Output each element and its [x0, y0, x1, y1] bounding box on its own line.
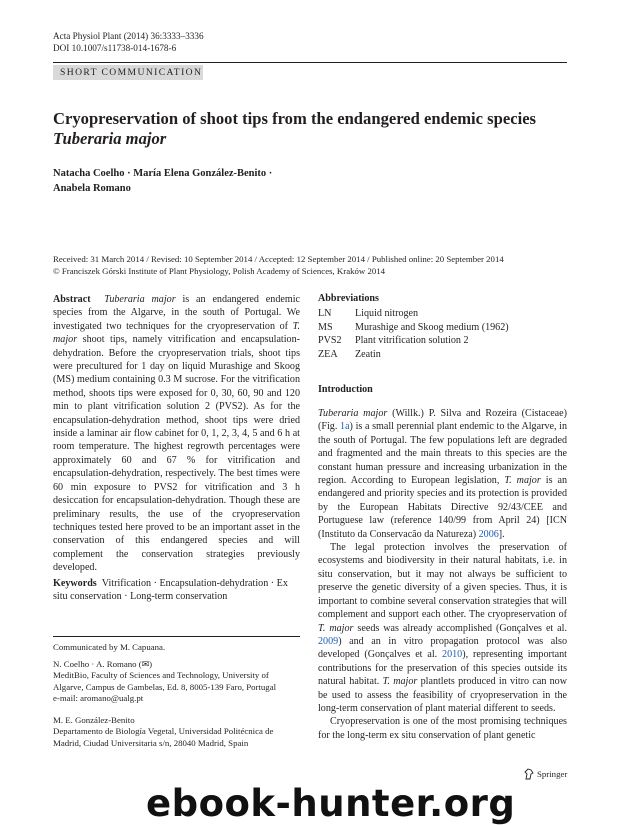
abbreviation-row: [318, 348, 567, 362]
article-title: [53, 109, 553, 149]
reference-link[interactable]: 2010: [442, 649, 463, 661]
abbreviations-list: [318, 307, 567, 361]
abbreviation-term: PVS2: [318, 335, 342, 347]
intro-species: T. major: [318, 622, 354, 634]
copyright-line: © Franciszek Górski Institute of Plant Physiology, Polish Academy of Sciences, Kraków 2014: [53, 265, 386, 276]
affiliation-2-address: Departamento de Biología Vegetal, Universidad Politécnica de Madrid, Ciudad Universitaria s/n, 28040 Madrid, Spain: [53, 726, 274, 748]
intro-text: plantlets produced in vitro can now be used to assess the feasibility of cryopreservation in the long-term conservation of plant material different to seeds.: [318, 676, 568, 714]
affiliation-1-address: MeditBio, Faculty of Sciences and Technology, University of Algarve, Campus de Gambelas, Ed. 8, 8005-139 Faro, Portugal: [53, 670, 277, 692]
introduction-paragraph-1: [318, 407, 567, 541]
authors-line-1: Natacha Coelho · María Elena González-Benito ·: [53, 168, 273, 179]
affiliation-1-names: N. Coelho · A. Romano (✉): [53, 659, 152, 669]
intro-text: ) and an in vitro propagation protocol was also developed (Gonçalves et al.: [318, 635, 567, 661]
introduction-heading: Introduction: [318, 384, 373, 395]
article-history: [53, 254, 573, 277]
abstract-species-2: T. major: [53, 320, 300, 346]
intro-text: ), representing important contributions for the preservation of this species outside its natural habitat.: [318, 649, 567, 688]
introduction-body: [318, 407, 567, 742]
intro-text: is an endangered and priority species and its protection is provided by the European Habitats Directive 92/43/CEE and Portuguese law (reference 140/99 from April 24) [ICN (Instituto da Conservacão da Natureza): [318, 475, 567, 540]
abbreviation-definition: Liquid nitrogen: [355, 308, 419, 319]
publisher-logo: [524, 768, 567, 780]
journal-doi: DOI 10.1007/s11738-014-1678-6: [53, 43, 177, 53]
abbreviation-row: [318, 321, 567, 335]
intro-text: ].: [498, 528, 505, 540]
springer-horse-icon: [524, 768, 534, 780]
intro-text: seeds was already accomplished (Gonçalves et al.: [353, 622, 567, 634]
affiliation-2: [53, 715, 300, 749]
journal-header: [53, 30, 204, 54]
publisher-name: Springer: [537, 769, 568, 779]
watermark: ebook-hunter.org: [146, 782, 516, 825]
abbreviation-term: MS: [318, 321, 333, 333]
abbreviation-term: LN: [318, 308, 332, 319]
abbreviations-heading: Abbreviations: [318, 293, 379, 304]
intro-species: T. major: [382, 676, 418, 688]
title-main: Cryopreservation of shoot tips from the endangered endemic species: [53, 109, 537, 128]
figure-link[interactable]: 1a: [340, 421, 350, 433]
abbreviation-row: [318, 307, 567, 321]
keywords-text: Vitrification · Encapsulation-dehydration · Ex situ conservation · Long-term conservation: [53, 578, 288, 603]
abstract-text-1: is an endangered endemic species from the Algarve, in the south of Portugal. We investigated two techniques for the cryopreservation of: [53, 294, 300, 332]
abstract-text-2: shoot tips, namely vitrification and encapsulation-dehydration. Before the cryopreservation trials, shoot tips were precultured for 1 day on liquid Murashige and Skoog (MS) medium containing 0.3 M sucrose. For the vitrification method, shoots tips were exposed for 0, 30, 60, 90 and 120 min to plant vitrification solution 2 (PVS2). As for the encapsulation-dehydration method, shoot tips were dried inside a laminar air flow cabinet for 0, 1, 2, 3, 4, 5 and 6 h at room temperature. The highest regrowth percentages were approximately 60 and 67 % for vitrification and encapsulation-dehydration, respectively. The best times were 60 min exposure to PVS2 for vitrification and 3 h desiccation for encapsulation-dehydration. Though these are preliminary results, the use of the cryopreservation techniques tested here proved to be an important asset in the conservation of this endangered species and will complement the conservation strategies previously developed.: [53, 334, 300, 574]
keywords-label: Keywords: [53, 578, 97, 589]
abbreviation-definition: Murashige and Skoog medium (1962): [355, 321, 509, 333]
communicated-by: Communicated by M. Capuana.: [53, 642, 166, 652]
introduction-paragraph-2: [318, 541, 567, 715]
section-tag: SHORT COMMUNICATION: [53, 65, 203, 80]
abbreviation-row: [318, 334, 567, 348]
intro-text: (Willk.) P. Silva and Rozeira (Cistaceae) (Fig.: [318, 408, 567, 433]
reference-link[interactable]: 2009: [318, 635, 339, 647]
abbreviation-definition: Zeatin: [355, 348, 381, 360]
abstract-species: Tuberaria major: [104, 294, 176, 305]
abbreviation-term: ZEA: [318, 348, 338, 360]
intro-text: The legal protection involves the preservation of ecosystems and biodiversity in their natural habitats, i.e. in situ conservation, but it may not always be sufficient to preserve the genetic diversity of a given species. Thus, it is important to combine several conservation strategies that will complement and support each other. The cryopreservation of: [318, 542, 567, 621]
title-species: Tuberaria major: [53, 129, 167, 148]
journal-citation: Acta Physiol Plant (2014) 36:3333–3336: [53, 31, 204, 41]
keywords: [53, 577, 300, 604]
author-list: [53, 166, 413, 196]
affiliation-1-email: e-mail: aromano@ualg.pt: [53, 693, 144, 704]
intro-species: Tuberaria major: [318, 408, 388, 419]
affiliation-2-name: M. E. González-Benito: [53, 715, 135, 725]
introduction-paragraph-3: Cryopreservation is one of the most promising techniques for the long-term ex situ conservation of plant genetic: [318, 716, 567, 741]
dates-line: Received: 31 March 2014 / Revised: 10 September 2014 / Accepted: 12 September 2014 / Published online: 20 September 2014: [53, 254, 504, 264]
affiliation-1: [53, 659, 300, 705]
abstract-label: Abstract: [53, 294, 91, 305]
footnote-rule: [53, 636, 300, 637]
authors-line-2: Anabela Romano: [53, 183, 131, 194]
intro-species: T. major: [504, 475, 541, 487]
abstract: [53, 293, 300, 575]
reference-link[interactable]: 2006: [478, 528, 499, 540]
header-rule: [53, 62, 567, 63]
abbreviation-definition: Plant vitrification solution 2: [355, 335, 469, 347]
intro-text: ) is a small perennial plant endemic to the Algarve, in the south of Portugal. The few populations left are degraded and fragmented and the main threats to this species are the constant human pressure and increasing urbanization in the region. According to European legislation,: [318, 421, 568, 487]
